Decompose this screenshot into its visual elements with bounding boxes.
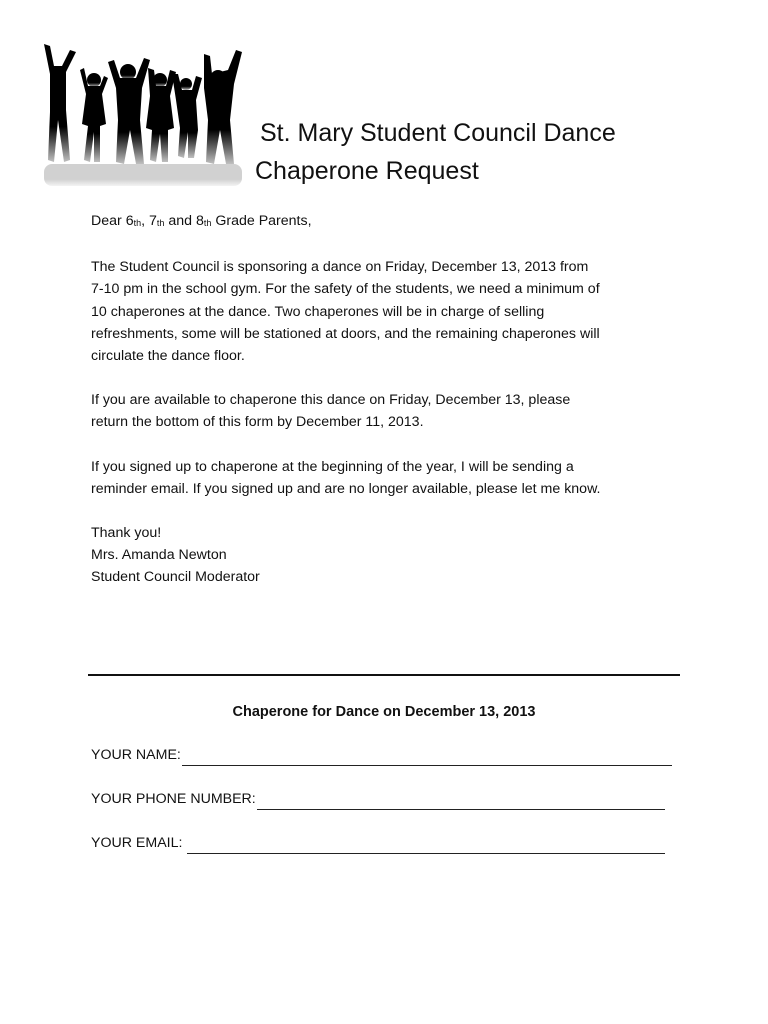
email-label: YOUR EMAIL: [91,835,183,851]
text-line: 7-10 pm in the school gym. For the safety of the students, we need a minimum of [91,281,600,298]
greeting-ordinal-suffix: th [156,218,165,228]
dancing-crowd-silhouette-icon [36,40,246,200]
greeting-ordinal-suffix: th [203,218,212,228]
greeting-suffix: Grade Parents, [211,213,312,229]
greeting [91,210,691,234]
closing: Thank you! [91,525,162,542]
text-line: The Student Council is sponsoring a dance on Friday, December 13, 2013 from [91,259,589,276]
greeting-part: , 7 [141,213,157,229]
name-field[interactable] [91,744,672,766]
signer-title: Student Council Moderator [91,569,260,586]
greeting-part: and 8 [164,213,204,229]
text-line: 10 chaperones at the dance. Two chaperones will be in charge of selling [91,303,545,320]
text-line: return the bottom of this form by December 11, 2013. [91,414,424,431]
name-label: YOUR NAME: [91,747,181,763]
email-blank-line[interactable] [187,838,665,854]
paragraph-event-details [91,256,691,367]
cut-line-divider [88,674,680,676]
text-line: If you are available to chaperone this dance on Friday, December 13, please [91,392,571,409]
text-line: reminder email. If you signed up and are no longer available, please let me know. [91,480,601,497]
paragraph-availability [91,389,691,433]
text-line: If you signed up to chaperone at the beginning of the year, I will be sending a [91,458,574,475]
greeting-ordinal-suffix: th [133,218,142,228]
signature-block [91,522,691,589]
page-title [255,114,616,190]
email-field[interactable] [91,832,665,854]
form-title: Chaperone for Dance on December 13, 2013 [232,704,536,720]
title-line-1: St. Mary Student Council Dance [260,119,616,147]
signer-name: Mrs. Amanda Newton [91,547,227,564]
text-line: circulate the dance floor. [91,348,245,365]
paragraph-reminder [91,456,691,500]
name-blank-line[interactable] [182,750,672,766]
phone-label: YOUR PHONE NUMBER: [91,791,256,807]
greeting-prefix: Dear 6 [91,213,134,229]
phone-blank-line[interactable] [257,794,665,810]
text-line: refreshments, some will be stationed at doors, and the remaining chaperones will [91,325,600,342]
letter-body [91,210,691,589]
phone-field[interactable] [91,788,665,810]
title-line-2: Chaperone Request [255,157,479,185]
